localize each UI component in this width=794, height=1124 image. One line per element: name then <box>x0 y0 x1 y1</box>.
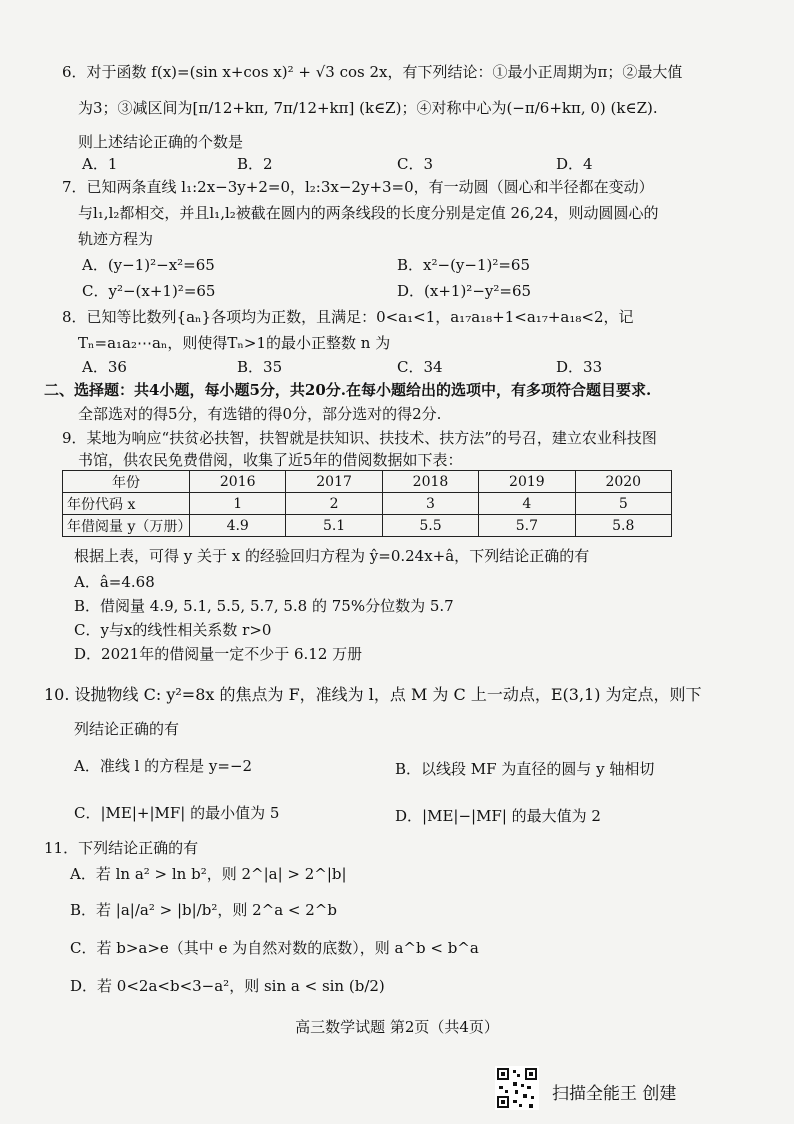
q11-line1: 11．下列结论正确的有 <box>44 839 199 857</box>
table-cell: 2020 <box>575 471 671 493</box>
q11-option-a: A．若 ln a² > ln b²，则 2^|a| > 2^|b| <box>70 865 347 883</box>
q10-option-a: A．准线 l 的方程是 y=−2 <box>74 757 253 775</box>
table-cell: 5.8 <box>575 515 671 537</box>
q9-line1: 9．某地为响应“扶贫必扶智，扶智就是扶知识、扶技术、扶方法”的号召，建立农业科技图 <box>62 429 657 447</box>
table-header-year: 年份 <box>63 471 190 493</box>
q10-option-c: C．|ME|+|MF| 的最小值为 5 <box>74 804 280 822</box>
q7-option-d: D．(x+1)²−y²=65 <box>397 282 532 300</box>
table-row-code <box>63 493 672 515</box>
q7-option-c: C．y²−(x+1)²=65 <box>82 282 216 300</box>
table-cell: 5.1 <box>286 515 382 537</box>
q9-option-b: B．借阅量 4.9, 5.1, 5.5, 5.7, 5.8 的 75%分位数为 5.7 <box>74 597 454 615</box>
q10-option-d: D．|ME|−|MF| 的最大值为 2 <box>395 807 601 825</box>
q7-line3: 轨迹方程为 <box>78 230 154 248</box>
q6-line3: 则上述结论正确的个数是 <box>78 133 244 151</box>
table-cell: 1 <box>190 493 286 515</box>
q10-option-b: B．以线段 MF 为直径的圆与 y 轴相切 <box>395 760 655 778</box>
table-header-volume: 年借阅量 y（万册） <box>63 515 190 537</box>
borrowing-data-table <box>62 470 672 537</box>
q7-option-b: B．x²−(y−1)²=65 <box>397 256 531 274</box>
table-cell: 4 <box>479 493 575 515</box>
page-footer: 高三数学试题 第2页（共4页） <box>295 1018 499 1036</box>
q6-option-d: D．4 <box>556 155 593 173</box>
q11-option-d: D．若 0<2a<b<3−a²，则 sin a < sin (b/2) <box>70 977 385 995</box>
table-cell: 5.5 <box>382 515 478 537</box>
q10-line1: 10. 设抛物线 C: y²=8x 的焦点为 F，准线为 l，点 M 为 C 上一动点，E(3,1) 为定点，则下 <box>44 685 702 704</box>
table-cell: 2017 <box>286 471 382 493</box>
q10-line2: 列结论正确的有 <box>74 720 180 738</box>
q6-line1: 6．对于函数 f(x)=(sin x+cos x)² + √3 cos 2x，有下列结论：①最小正周期为π；②最大值 <box>62 63 683 81</box>
q8-line2: Tₙ=a₁a₂⋯aₙ，则使得Tₙ>1的最小正整数 n 为 <box>78 334 391 352</box>
section2-heading: 二、选择题：共4小题，每小题5分，共20分.在每小题给出的选项中，有多项符合题目要求. <box>44 381 652 399</box>
q7-line1: 7．已知两条直线 l₁:2x−3y+2=0，l₂:3x−2y+3=0，有一动圆（圆心和半径都在变动） <box>62 178 654 196</box>
section2-rules: 全部选对的得5分，有选错的得0分，部分选对的得2分. <box>78 405 442 423</box>
q8-option-a: A．36 <box>82 358 127 376</box>
table-cell: 5 <box>575 493 671 515</box>
scanner-watermark: 扫描全能王 创建 <box>552 1084 677 1104</box>
table-header-code: 年份代码 x <box>63 493 190 515</box>
q9-line2: 书馆，供农民免费借阅，收集了近5年的借阅数据如下表： <box>78 451 463 469</box>
q8-line1: 8．已知等比数列{aₙ}各项均为正数，且满足：0<a₁<1，a₁₇a₁₈+1<a₁₇+a₁₈<2，记 <box>62 308 634 326</box>
q6-option-c: C．3 <box>397 155 434 173</box>
table-row-year <box>63 471 672 493</box>
q7-option-a: A．(y−1)²−x²=65 <box>82 256 215 274</box>
q7-line2: 与l₁,l₂都相交，并且l₁,l₂被截在圆内的两条线段的长度分别是定值 26,24，则动圆圆心的 <box>78 204 659 222</box>
q8-option-c: C．34 <box>397 358 443 376</box>
q9-line3: 根据上表，可得 y 关于 x 的经验回归方程为 ŷ=0.24x+â，下列结论正确的有 <box>74 547 590 565</box>
q6-option-b: B．2 <box>237 155 273 173</box>
table-cell: 2 <box>286 493 382 515</box>
table-cell: 3 <box>382 493 478 515</box>
table-cell: 2018 <box>382 471 478 493</box>
q9-option-a: A．â=4.68 <box>74 573 155 591</box>
q6-option-a: A．1 <box>82 155 118 173</box>
table-cell: 5.7 <box>479 515 575 537</box>
table-cell: 4.9 <box>190 515 286 537</box>
q8-option-d: D．33 <box>556 358 603 376</box>
table-row-volume <box>63 515 672 537</box>
q9-option-d: D．2021年的借阅量一定不少于 6.12 万册 <box>74 645 363 663</box>
table-cell: 2019 <box>479 471 575 493</box>
q6-line2: 为3；③减区间为[π/12+kπ, 7π/12+kπ] (k∈Z)；④对称中心为(−π/6+kπ, 0) (k∈Z). <box>78 99 658 117</box>
q11-option-b: B．若 |a|/a² > |b|/b²，则 2^a < 2^b <box>70 901 337 919</box>
table-cell: 2016 <box>190 471 286 493</box>
q8-option-b: B．35 <box>237 358 283 376</box>
q9-option-c: C．y与x的线性相关系数 r>0 <box>74 621 272 639</box>
q11-option-c: C．若 b>a>e（其中 e 为自然对数的底数），则 a^b < b^a <box>70 939 479 957</box>
qr-code-icon <box>495 1066 539 1110</box>
